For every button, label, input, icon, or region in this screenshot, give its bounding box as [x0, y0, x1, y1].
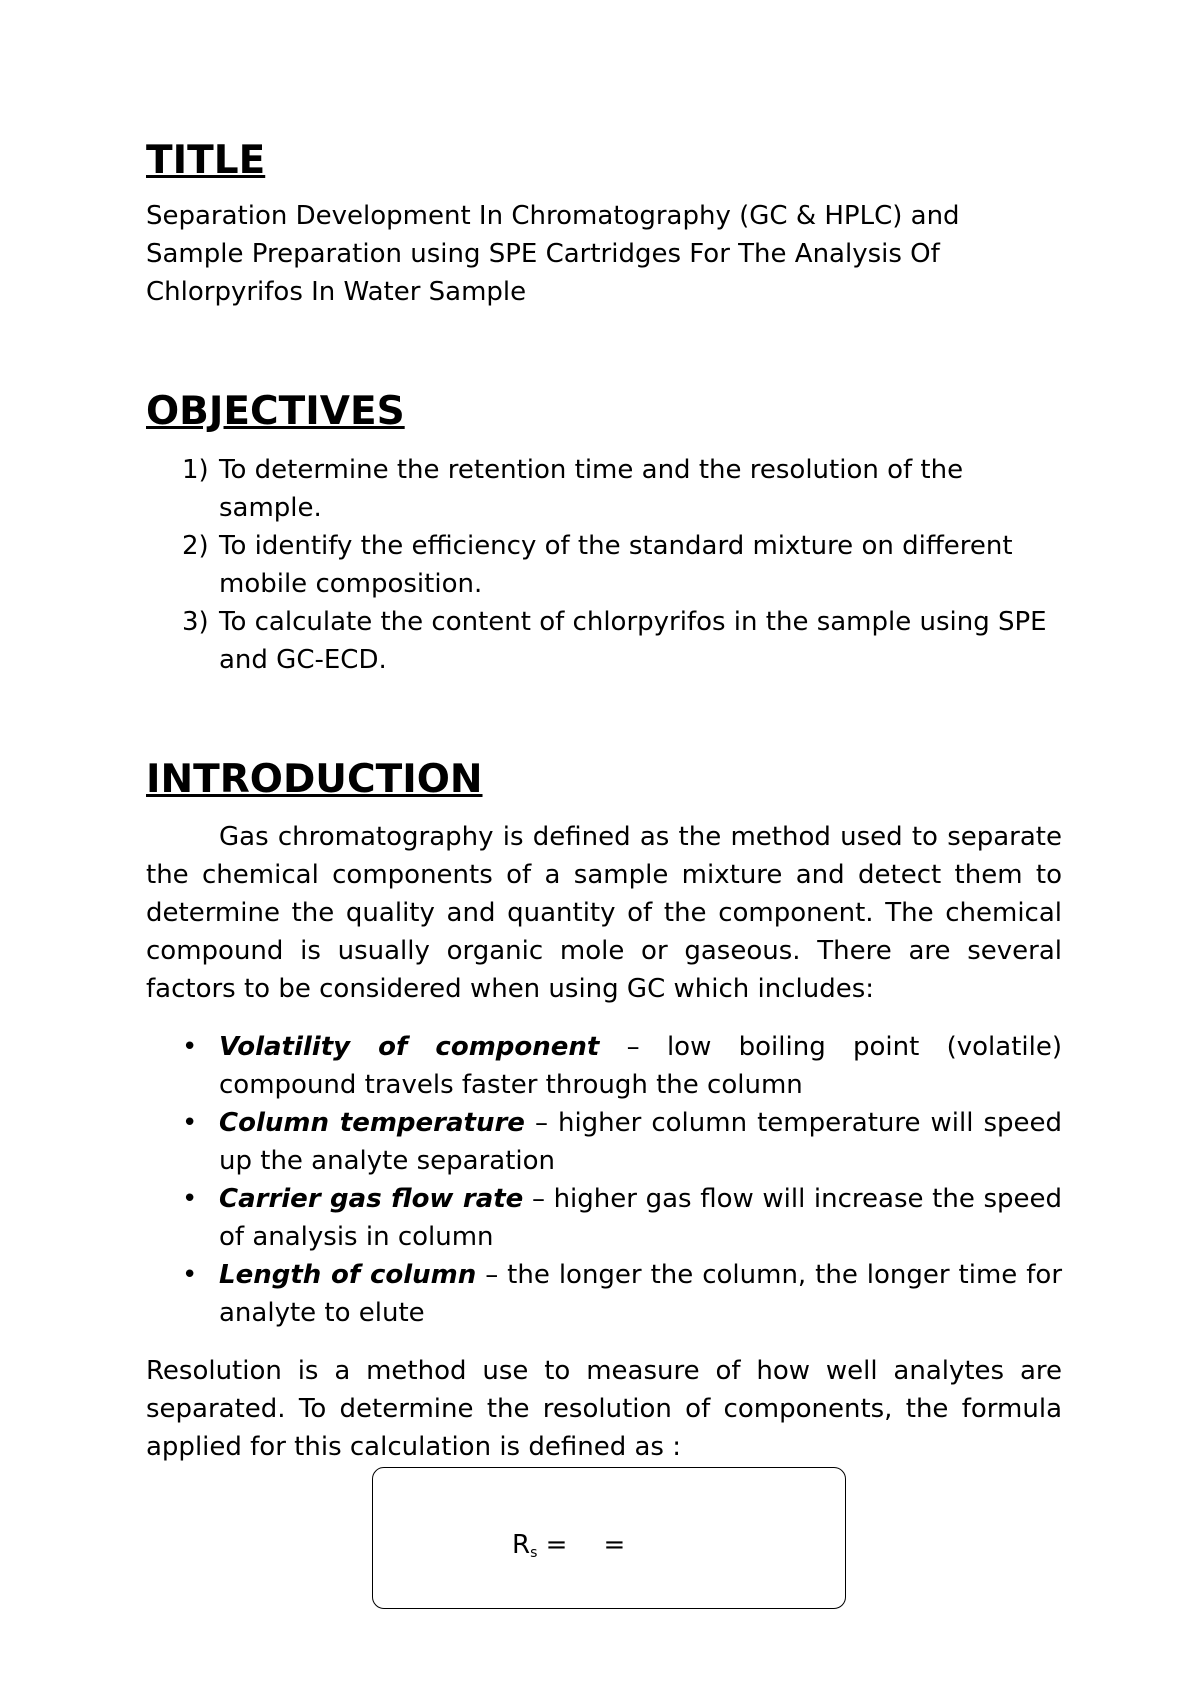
factor-description: – higher column temperature will speed up the analyte separation: [219, 1108, 1063, 1176]
factor-term: Length of column: [219, 1260, 477, 1290]
resolution-formula: [512, 1526, 625, 1572]
factor-item: [146, 1180, 1062, 1256]
objectives-heading: OBJECTIVES: [146, 389, 405, 434]
title-heading: TITLE: [146, 138, 266, 183]
formula-equals-2: =: [603, 1530, 626, 1560]
title-line: Separation Development In Chromatography (GC & HPLC) and: [146, 201, 960, 231]
introduction-paragraph: Gas chromatography is defined as the method used to separate the chemical components of a sample mixture and detect them to determine the quality and quantity of the component. The chemical compound is usually organic mole or gaseous. There are several factors to be considered when using GC which includes:: [146, 822, 1062, 1004]
factor-term: Column temperature: [219, 1108, 525, 1138]
resolution-text: Resolution is a method use to measure of how well analytes are separated. To determine the resolution of components, the formula applied: [146, 1356, 1062, 1462]
objective-number: 2): [182, 531, 209, 561]
factor-description: – low boiling point (volatile) compound travels faster through the column: [219, 1032, 1062, 1100]
objective-item: [146, 603, 1062, 679]
bullet-icon: •: [182, 1260, 198, 1290]
resolution-paragraph: [146, 1352, 1062, 1466]
factor-description: – the longer the column, the longer time for analyte to elute: [219, 1260, 1063, 1328]
title-line: Sample Preparation using SPE Cartridges For The Analysis Of: [146, 239, 940, 269]
objective-item: [146, 527, 1062, 603]
document-page: [146, 138, 1063, 1466]
factor-description: – higher gas flow will increase the speed of analysis in column: [219, 1184, 1062, 1252]
formula-equals-1: =: [537, 1530, 568, 1560]
bullet-icon: •: [182, 1184, 198, 1214]
factor-item: [146, 1028, 1062, 1104]
objective-number: 1): [182, 455, 209, 485]
objective-text: To determine the retention time and the resolution of the sample.: [219, 455, 964, 523]
factor-item: [146, 1256, 1062, 1332]
introduction-heading: INTRODUCTION: [146, 757, 483, 802]
objectives-list: [146, 451, 1062, 679]
objective-number: 3): [182, 607, 209, 637]
factor-term: Volatility of component: [219, 1032, 600, 1062]
factors-list: [146, 1028, 1062, 1332]
objective-text: To calculate the content of chlorpyrifos in the sample using SPE and GC-ECD.: [219, 607, 1047, 675]
objective-item: [146, 451, 1062, 527]
bullet-icon: •: [182, 1108, 198, 1138]
formula-symbol: R: [512, 1530, 531, 1560]
box-caption: for this calculation is defined as :: [250, 1432, 681, 1462]
bullet-icon: •: [182, 1032, 198, 1062]
formula-subscript: s: [530, 1545, 538, 1561]
document-title: [146, 197, 1062, 311]
title-line: Chlorpyrifos In Water Sample: [146, 277, 527, 307]
factor-term: Carrier gas flow rate: [219, 1184, 524, 1214]
objective-text: To identify the efficiency of the standard mixture on different mobile composition.: [219, 531, 1013, 599]
factor-item: [146, 1104, 1062, 1180]
